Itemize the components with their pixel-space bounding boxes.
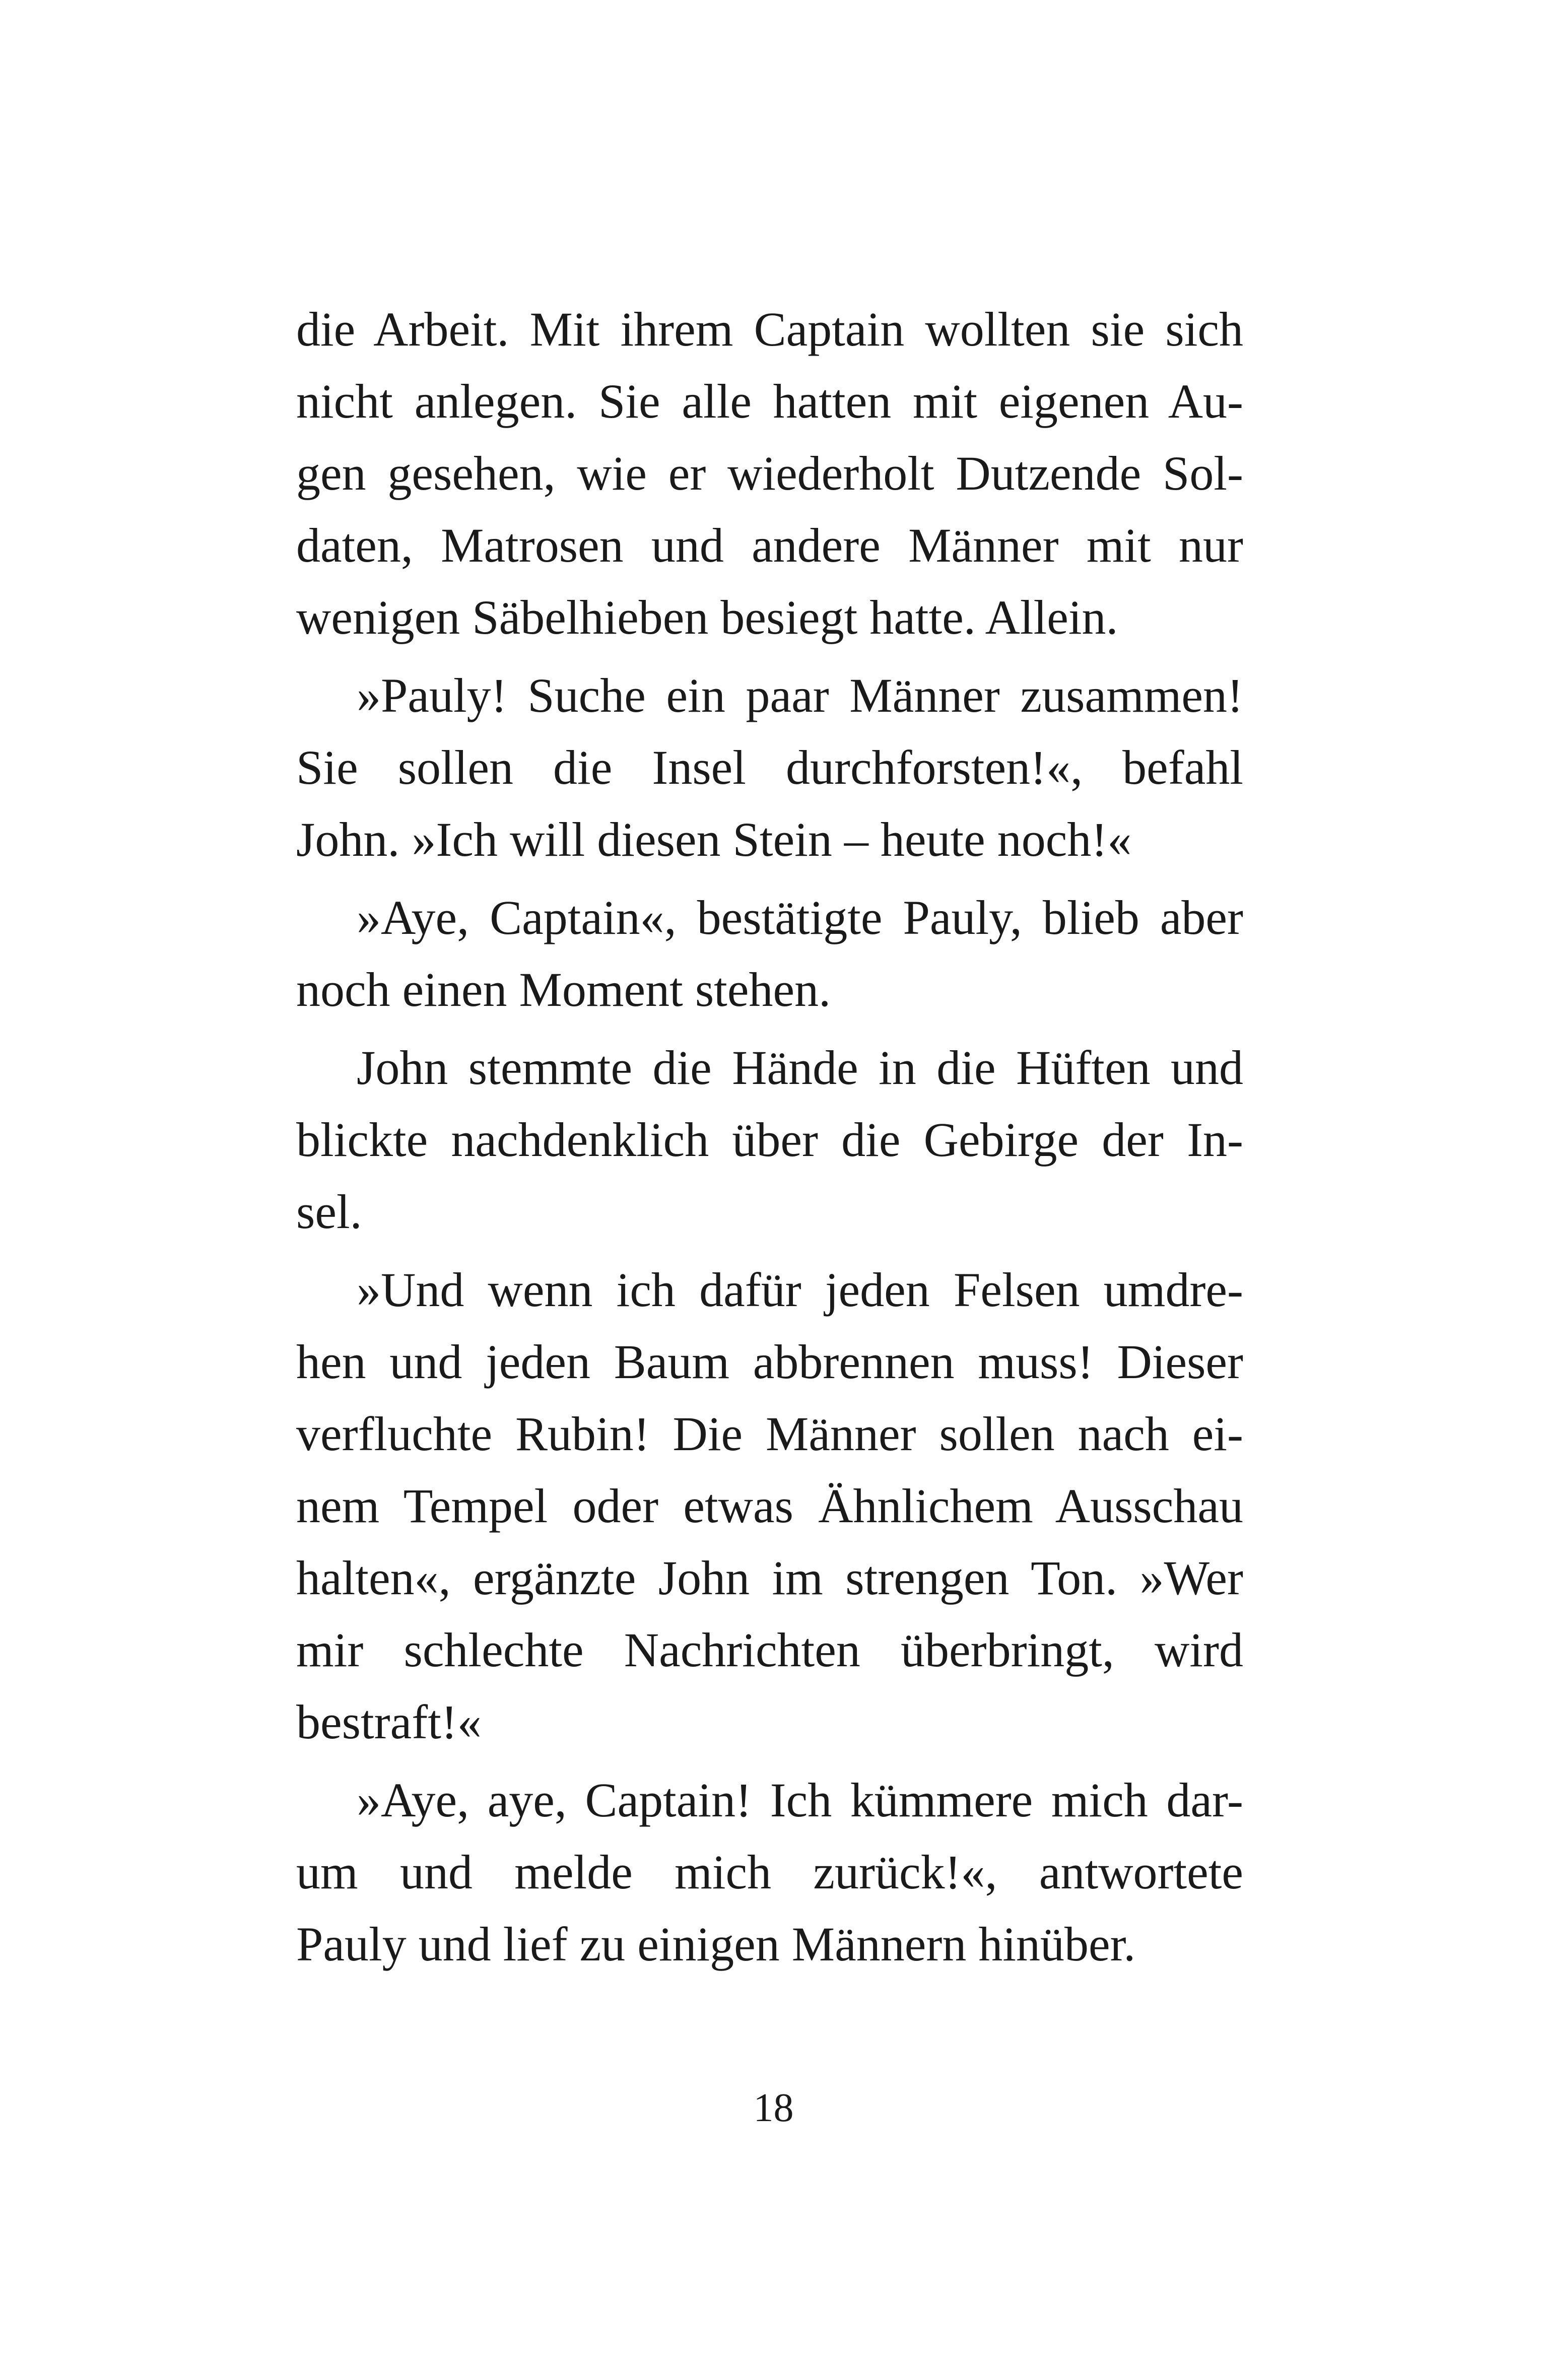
text-line: John. »Ich will diesen Stein – heute noch!« xyxy=(296,812,1132,866)
text-line: noch einen Moment stehen. xyxy=(296,963,831,1016)
body-text xyxy=(296,293,1243,1986)
text-line: blickte nachdenklich über die Gebirge der In- xyxy=(296,1113,1243,1167)
text-line: daten, Matrosen und andere Männer mit nur xyxy=(296,518,1243,572)
page-number: 18 xyxy=(753,2086,794,2130)
paragraph-2 xyxy=(296,659,1243,875)
text-line: Sie sollen die Insel durchforsten!«, befahl xyxy=(296,740,1243,794)
text-line: sel. xyxy=(296,1185,362,1239)
text-line: halten«, ergänzte John im strengen Ton. »Wer xyxy=(296,1551,1243,1605)
text-line: »Pauly! Suche ein paar Männer zusammen! xyxy=(357,668,1243,722)
paragraph-3 xyxy=(296,881,1243,1026)
text-line: um und melde mich zurück!«, antwortete xyxy=(296,1845,1243,1899)
text-line: wenigen Säbelhieben besiegt hatte. Allein. xyxy=(296,590,1118,644)
text-line: nem Tempel oder etwas Ähnlichem Ausschau xyxy=(296,1479,1243,1533)
text-line: hen und jeden Baum abbrennen muss! Dieser xyxy=(296,1335,1243,1389)
text-line: bestraft!« xyxy=(296,1695,482,1749)
text-line: mir schlechte Nachrichten überbringt, wird xyxy=(296,1623,1243,1677)
text-line: gen gesehen, wie er wiederholt Dutzende Sol- xyxy=(296,446,1243,500)
text-line: nicht anlegen. Sie alle hatten mit eigenen Au- xyxy=(296,374,1243,428)
text-line: »Aye, Captain«, bestätigte Pauly, blieb aber xyxy=(357,891,1243,944)
text-line: die Arbeit. Mit ihrem Captain wollten sie sich xyxy=(296,302,1243,356)
paragraph-4 xyxy=(296,1032,1243,1248)
paragraph-5 xyxy=(296,1254,1243,1758)
paragraph-6 xyxy=(296,1764,1243,1980)
text-line: John stemmte die Hände in die Hüften und xyxy=(357,1041,1243,1095)
paragraph-1 xyxy=(296,293,1243,653)
text-line: verfluchte Rubin! Die Männer sollen nach ei- xyxy=(296,1407,1243,1461)
text-line: »Und wenn ich dafür jeden Felsen umdre- xyxy=(357,1263,1243,1317)
text-line: »Aye, aye, Captain! Ich kümmere mich dar- xyxy=(357,1773,1243,1827)
text-line: Pauly und lief zu einigen Männern hinüber. xyxy=(296,1917,1136,1971)
